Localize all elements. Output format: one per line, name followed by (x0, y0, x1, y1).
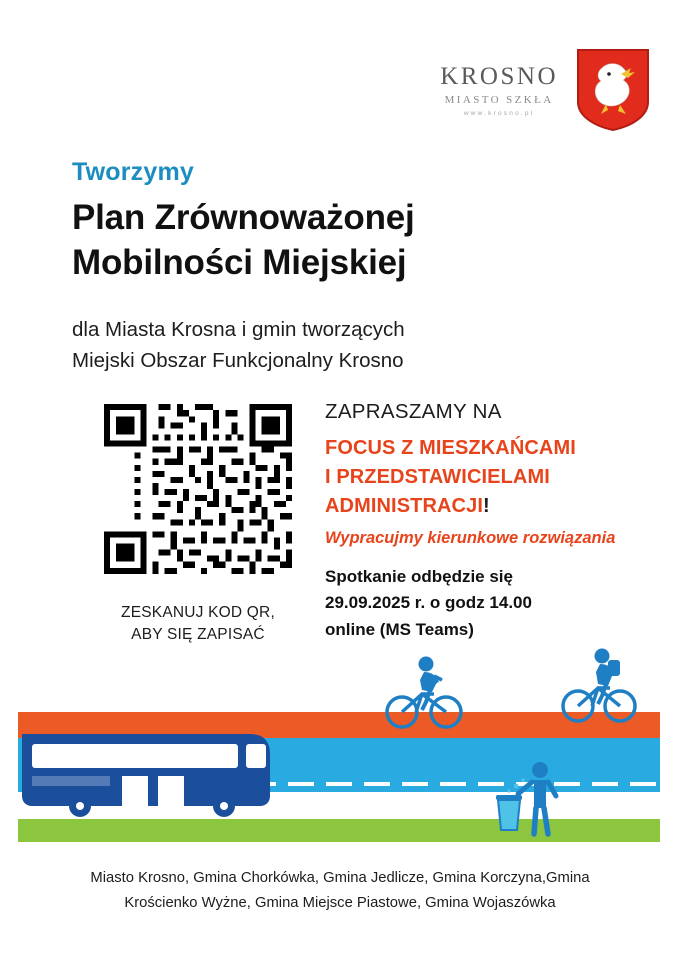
invitation-exclamation: ! (482, 495, 490, 517)
page-subtitle-line-2: Miejski Obszar Funkcjonalny Krosno (72, 348, 404, 372)
invitation-focus-line-1: FOCUS Z MIESZKAŃCAMI (325, 437, 576, 459)
meeting-line-2: 29.09.2025 r. o godz 14.00 (325, 593, 532, 613)
road-dash (402, 782, 428, 786)
qr-caption (98, 602, 298, 647)
brand-url: www.krosno.pl (463, 110, 535, 117)
illustration-band (0, 712, 678, 842)
meeting-details (325, 564, 655, 643)
municipalities-footer (40, 866, 640, 916)
invitation-block (325, 400, 655, 643)
road-dash (630, 782, 656, 786)
invitation-focus-line-3 (325, 492, 655, 521)
road-dash (288, 782, 314, 786)
road-dash (364, 782, 390, 786)
meeting-line-1: Spotkanie odbędzie się (325, 567, 513, 586)
invitation-italic-note: Wypracujmy kierunkowe rozwiązania (325, 529, 616, 547)
city-bus-icon (18, 726, 276, 818)
road-dash (592, 782, 618, 786)
brand-name: KROSNO (440, 63, 558, 90)
eyebrow-text: Tworzymy (72, 158, 194, 186)
page-subtitle (72, 315, 405, 377)
qr-code-icon[interactable] (98, 398, 298, 580)
qr-caption-line-2: ABY SIĘ ZAPISAĆ (131, 626, 265, 644)
pedestrian-with-litter-bin-icon (492, 760, 570, 842)
invitation-focus (325, 434, 655, 521)
road-dash (440, 782, 466, 786)
municipalities-line-2: Krościenko Wyżne, Gmina Miejsce Piastowe, Gmina Wojaszówka (124, 895, 556, 912)
meeting-line-3: online (MS Teams) (325, 619, 474, 639)
cyclist-icon (378, 650, 468, 730)
page-title (72, 196, 415, 286)
road-dash (326, 782, 352, 786)
municipalities-line-1: Miasto Krosno, Gmina Chorkówka, Gmina Jedlicze, Gmina Korczyna,Gmina (90, 870, 590, 886)
krosno-wordmark (440, 48, 558, 117)
page-title-line-2: Mobilności Miejskiej (72, 242, 407, 282)
header-logo-block (440, 48, 650, 132)
page-subtitle-line-1: dla Miasta Krosna i gmin tworzących (72, 318, 405, 341)
invitation-focus-line-3-text: ADMINISTRACJI (325, 495, 483, 517)
krosno-coat-of-arms-icon (576, 48, 650, 132)
brand-tagline: MIASTO SZKŁA (444, 94, 554, 106)
invitation-lead: ZAPRASZAMY NA (325, 400, 502, 423)
page-title-line-1: Plan Zrównoważonej (72, 198, 415, 237)
qr-caption-line-1: ZESKANUJ KOD QR, (121, 604, 275, 621)
invitation-focus-line-2: I PRZEDSTAWICIELAMI (325, 466, 550, 488)
qr-block (98, 398, 298, 647)
cyclist-icon (556, 642, 642, 726)
